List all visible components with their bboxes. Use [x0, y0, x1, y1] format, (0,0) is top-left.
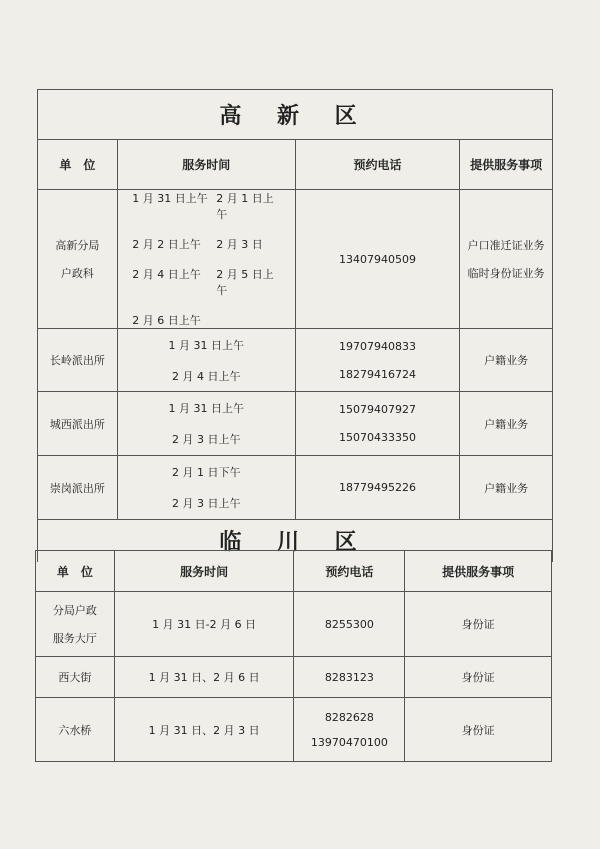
- unit-cell: 西大街: [36, 657, 115, 698]
- time-cell: 1 月 31 日、2 月 3 日: [114, 698, 294, 762]
- unit-line: 分局户政: [52, 604, 97, 617]
- header-unit: 单 位: [38, 140, 118, 190]
- unit-line: 高新分局: [55, 239, 100, 252]
- table-row: [36, 592, 552, 657]
- unit-cell: 长岭派出所: [38, 329, 118, 392]
- phone-number: 18279416724: [338, 367, 416, 381]
- linchuan-table: [35, 550, 552, 762]
- time-entry: 2 月 1 日下午: [171, 466, 241, 479]
- header-phone: 预约电话: [295, 140, 460, 190]
- header-unit: 单 位: [36, 551, 115, 592]
- time-entry: 1 月 31 日上午: [132, 192, 208, 205]
- service-cell: 户籍业务: [460, 456, 553, 520]
- service-cell: 户籍业务: [460, 392, 553, 456]
- phone-cell: [295, 329, 460, 392]
- time-entry: 2 月 4 日上午: [132, 268, 201, 281]
- unit-cell: 城西派出所: [38, 392, 118, 456]
- header-time: 服务时间: [117, 140, 295, 190]
- linchuan-header-row: [36, 551, 552, 592]
- service-item: 临时身份证业务: [467, 267, 545, 280]
- unit-cell: [36, 592, 115, 657]
- phone-number: 15079407927: [338, 403, 416, 416]
- time-entry: 2 月 4 日上午: [171, 369, 241, 383]
- phone-number: 13407940509: [338, 252, 416, 266]
- time-entry: 1 月 31 日上午: [168, 338, 244, 352]
- time-entry: 2 月 3 日上午: [171, 497, 241, 510]
- unit-line: 服务大厅: [52, 632, 97, 645]
- unit-line: 户政科: [60, 267, 94, 280]
- header-service: 提供服务事项: [460, 140, 553, 190]
- service-cell: 户籍业务: [460, 329, 553, 392]
- time-entry: 2 月 3 日: [216, 238, 263, 251]
- time-cell: 1 月 31 日、2 月 6 日: [114, 657, 294, 698]
- service-cell: [460, 190, 553, 329]
- table-row: [38, 456, 553, 520]
- unit-cell: 六水桥: [36, 698, 115, 762]
- phone-number: 15070433350: [338, 431, 416, 444]
- time-cell: 1 月 31 日-2 月 6 日: [114, 592, 294, 657]
- time-cell: [117, 329, 295, 392]
- phone-cell: [294, 698, 405, 762]
- unit-cell: [38, 190, 118, 329]
- time-cell: [117, 456, 295, 520]
- gaoxin-table: [37, 89, 553, 562]
- table-row: [36, 657, 552, 698]
- header-service: 提供服务事项: [405, 551, 552, 592]
- time-cell: [117, 190, 295, 329]
- phone-cell: 18779495226: [295, 456, 460, 520]
- table-row: [38, 392, 553, 456]
- time-entry: 2 月 5 日上午: [216, 268, 274, 297]
- phone-number: 8282628: [324, 710, 374, 724]
- phone-cell: [295, 190, 460, 329]
- table-row: [36, 698, 552, 762]
- phone-cell: [295, 392, 460, 456]
- phone-cell: 8283123: [294, 657, 405, 698]
- unit-cell: 崇岗派出所: [38, 456, 118, 520]
- time-cell: [117, 392, 295, 456]
- gaoxin-header-row: [38, 140, 553, 190]
- service-item: 户口准迁证业务: [467, 239, 545, 252]
- time-entry: 2 月 6 日上午: [132, 314, 201, 327]
- service-cell: 身份证: [405, 592, 552, 657]
- phone-number: 19707940833: [338, 339, 416, 353]
- time-entry: 1 月 31 日上午: [168, 402, 244, 415]
- table-row: [38, 190, 553, 329]
- service-cell: 身份证: [405, 698, 552, 762]
- time-entry: 2 月 3 日上午: [171, 433, 241, 446]
- service-cell: 身份证: [405, 657, 552, 698]
- header-phone: 预约电话: [294, 551, 405, 592]
- phone-cell: 8255300: [294, 592, 405, 657]
- table-row: [38, 329, 553, 392]
- time-entry: 2 月 1 日上午: [216, 192, 274, 221]
- gaoxin-title: 高 新 区: [38, 90, 553, 140]
- linchuan-title: 临 川 区: [38, 520, 553, 562]
- phone-number: 13970470100: [310, 735, 388, 749]
- time-entry: 2 月 2 日上午: [132, 238, 201, 251]
- header-time: 服务时间: [114, 551, 294, 592]
